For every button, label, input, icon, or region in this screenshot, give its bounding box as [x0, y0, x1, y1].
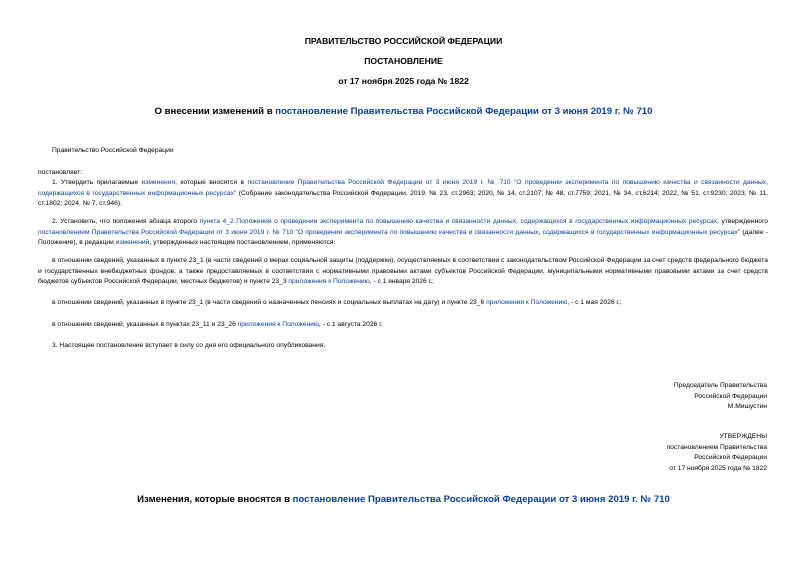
approval-heading: УТВЕРЖДЕНЫ — [719, 433, 767, 440]
approval-date: от 17 ноября 2025 года № 1822 — [669, 464, 767, 472]
p1-text-e: (Собрание законодательства Российской Федерации, 2019, № 23, ст.2963; 2020, № 14, ст.2107; № 48, ст.7759; 2021, № 34, ст.6214; 2022, № 51, ст.9230; 2023, № 11, ст.1802; 2024, № 7, ст.946). — [38, 189, 768, 208]
approval-block — [667, 432, 767, 474]
p4-text-c: , - с 1 мая 2026 г.; — [567, 299, 622, 306]
changes-title — [0, 494, 807, 505]
p2-text-g: , утвержденных настоящим постановлением, применяются: — [149, 239, 336, 247]
p2-link-item[interactable]: пункта 4_2 Положения о проведении эксперимента по повышению качества и связанности данных, содержащихся в государственных информационных ресурсах — [199, 218, 718, 225]
signature-block — [674, 381, 767, 413]
document-title — [0, 106, 807, 117]
signature-name: М.Мишустин — [727, 403, 767, 411]
signature-position: Председатель Правительства — [673, 382, 767, 389]
p4-text-a: в отношении сведений, указанных в пункте 23_1 (в части сведений о назначенных пенсиях и социальных выплатах на дату) и пункте 23_6 — [52, 299, 487, 306]
p2-text-c: , утвержденного — [717, 218, 768, 225]
title-prefix: О внесении изменений в — [154, 106, 276, 117]
p5-link-appendix[interactable]: приложения к Положению — [237, 321, 319, 328]
p2-text-e: (далее - Положение), в редакции — [38, 228, 768, 247]
p5-text-a: в отношении сведений, указанных в пунктах 23_11 и 23_26 — [52, 321, 238, 328]
signature-org: Российской Федерации — [694, 392, 767, 400]
p3-text-c: , - с 1 января 2026 г.; — [369, 278, 434, 286]
document-date-number: от 17 ноября 2025 года № 1822 — [338, 76, 469, 86]
paragraph-5 — [38, 320, 768, 331]
paragraph-2 — [38, 217, 768, 249]
p3-link-appendix[interactable]: приложения к Положению — [288, 278, 370, 286]
paragraph-1 — [38, 178, 768, 210]
p5-text-c: , - с 1 августа 2026 г. — [318, 321, 383, 328]
paragraph-6: 3. Настоящее постановление вступает в силу со дня его официального опубликования. — [52, 342, 326, 349]
approval-org: Российской Федерации — [694, 454, 767, 462]
p2-link-changes[interactable]: изменений — [115, 239, 150, 247]
government-heading: ПРАВИТЕЛЬСТВО РОССИЙСКОЙ ФЕДЕРАЦИИ — [304, 36, 503, 46]
paragraph-3 — [38, 256, 768, 288]
p1-link-changes[interactable]: изменения — [141, 179, 176, 186]
p3-text-a: в отношении сведений, указанных в пункте 23_1 (в части сведений о мерах социальной защиты (поддержки), осуществляемых в соответствии с законодательством Российской Федерации за счет средств федерального бюджета и государственных внебюджетных фондов, а также предоставляемых в соответствии с нормативными правовыми актами субъектов Российской Федерации, муниципальными нормативными правовыми актами за счет средств бюджетов субъектов Российской Федерации, местных бюджетов) и пункте 23_3 — [38, 257, 768, 286]
changes-title-link[interactable]: постановление Правительства Российской Федерации от 3 июня 2019 г. № 710 — [292, 494, 670, 505]
issuer-text: Правительство Российской Федерации — [52, 147, 174, 154]
document-type: ПОСТАНОВЛЕНИЕ — [364, 56, 443, 66]
p4-link-appendix[interactable]: приложения к Положению — [486, 299, 568, 306]
p1-text-c: , которые вносятся в — [175, 179, 248, 186]
p1-link-decree[interactable]: постановление Правительства Российской Федерации от 3 июня 2019 г. № 710 "О проведении эксперимента по повышению качества и связанности данных, содержащихся в государственных информационных ресурсах" — [38, 179, 768, 197]
changes-title-prefix: Изменения, которые вносятся в — [137, 494, 293, 505]
decree-word: постановляет: — [38, 169, 83, 176]
approval-by: постановлением Правительства — [666, 443, 767, 451]
p1-text-a: 1. Утвердить прилагаемые — [52, 179, 142, 186]
title-link[interactable]: постановление Правительства Российской Федерации от 3 июня 2019 г. № 710 — [275, 106, 653, 117]
p2-link-decree[interactable]: постановлением Правительства Российской Федерации от 3 июня 2019 г. № 710 "О проведении эксперимента по повышению качества и связанности данных, содержащихся в государственных информационных ресурсах" — [38, 228, 741, 236]
paragraph-4 — [38, 298, 768, 309]
p2-text-a: 2. Установить, что положения абзаца второго — [52, 218, 200, 225]
